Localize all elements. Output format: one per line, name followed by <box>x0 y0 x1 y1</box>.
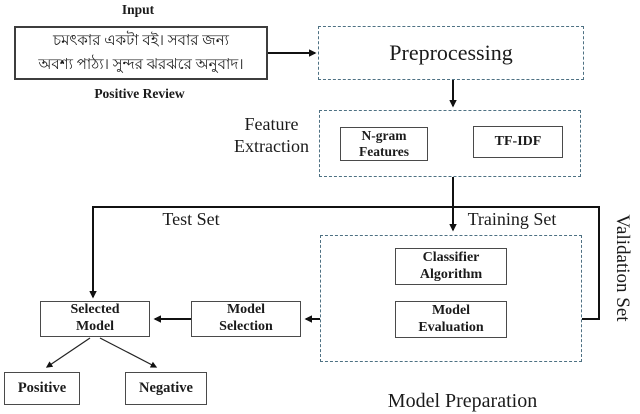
review-input-box <box>14 26 268 80</box>
training-set-label: Training Set <box>467 209 557 229</box>
review-text-line1: চমৎকার একটা বই। সবার জন্য <box>52 33 230 49</box>
tfidf-label: TF-IDF <box>494 133 542 149</box>
ngram-line1: N-gram <box>361 128 407 144</box>
preprocessing-label: Preprocessing <box>389 40 513 66</box>
negative-output-box <box>125 372 207 405</box>
classifier-line1: Classifier <box>422 249 480 265</box>
tfidf-box <box>473 126 563 158</box>
model-selection-box <box>191 301 301 337</box>
classifier-algorithm-box <box>395 248 507 285</box>
ngram-line2: Features <box>359 144 409 159</box>
ngram-features-box <box>340 127 428 161</box>
classifier-line2: Algorithm <box>419 266 483 282</box>
selected-line2: Model <box>75 319 115 334</box>
test-set-label: Test Set <box>162 209 220 229</box>
negative-label: Negative <box>139 379 193 396</box>
selected-model-box <box>40 301 150 337</box>
evaluation-line2: Evaluation <box>418 319 484 335</box>
feature-extraction-label-line2: Extraction <box>234 135 309 156</box>
input-label: Input <box>121 2 155 17</box>
positive-label: Positive <box>17 379 67 396</box>
review-text-line2: অবশ্য পাঠ্য। সুন্দর ঝরঝরে অনুবাদ। <box>38 57 244 73</box>
selected-line1: Selected <box>70 302 120 318</box>
evaluation-line1: Model <box>431 302 471 318</box>
selection-line1: Model <box>226 302 266 318</box>
model-preparation-label: Model Preparation <box>387 390 538 412</box>
model-evaluation-box <box>395 301 507 338</box>
preprocessing-box <box>318 26 584 80</box>
validation-set-label: Validation Set <box>612 214 633 322</box>
positive-output-box <box>4 372 80 405</box>
arrow-selected-to-negative <box>100 338 156 367</box>
positive-review-label: Positive Review <box>94 86 185 101</box>
arrow-selected-to-positive <box>47 338 90 367</box>
feature-extraction-label-line1: Feature <box>244 114 299 134</box>
selection-line2: Selection <box>219 319 273 334</box>
feature-extraction-label <box>224 114 319 158</box>
